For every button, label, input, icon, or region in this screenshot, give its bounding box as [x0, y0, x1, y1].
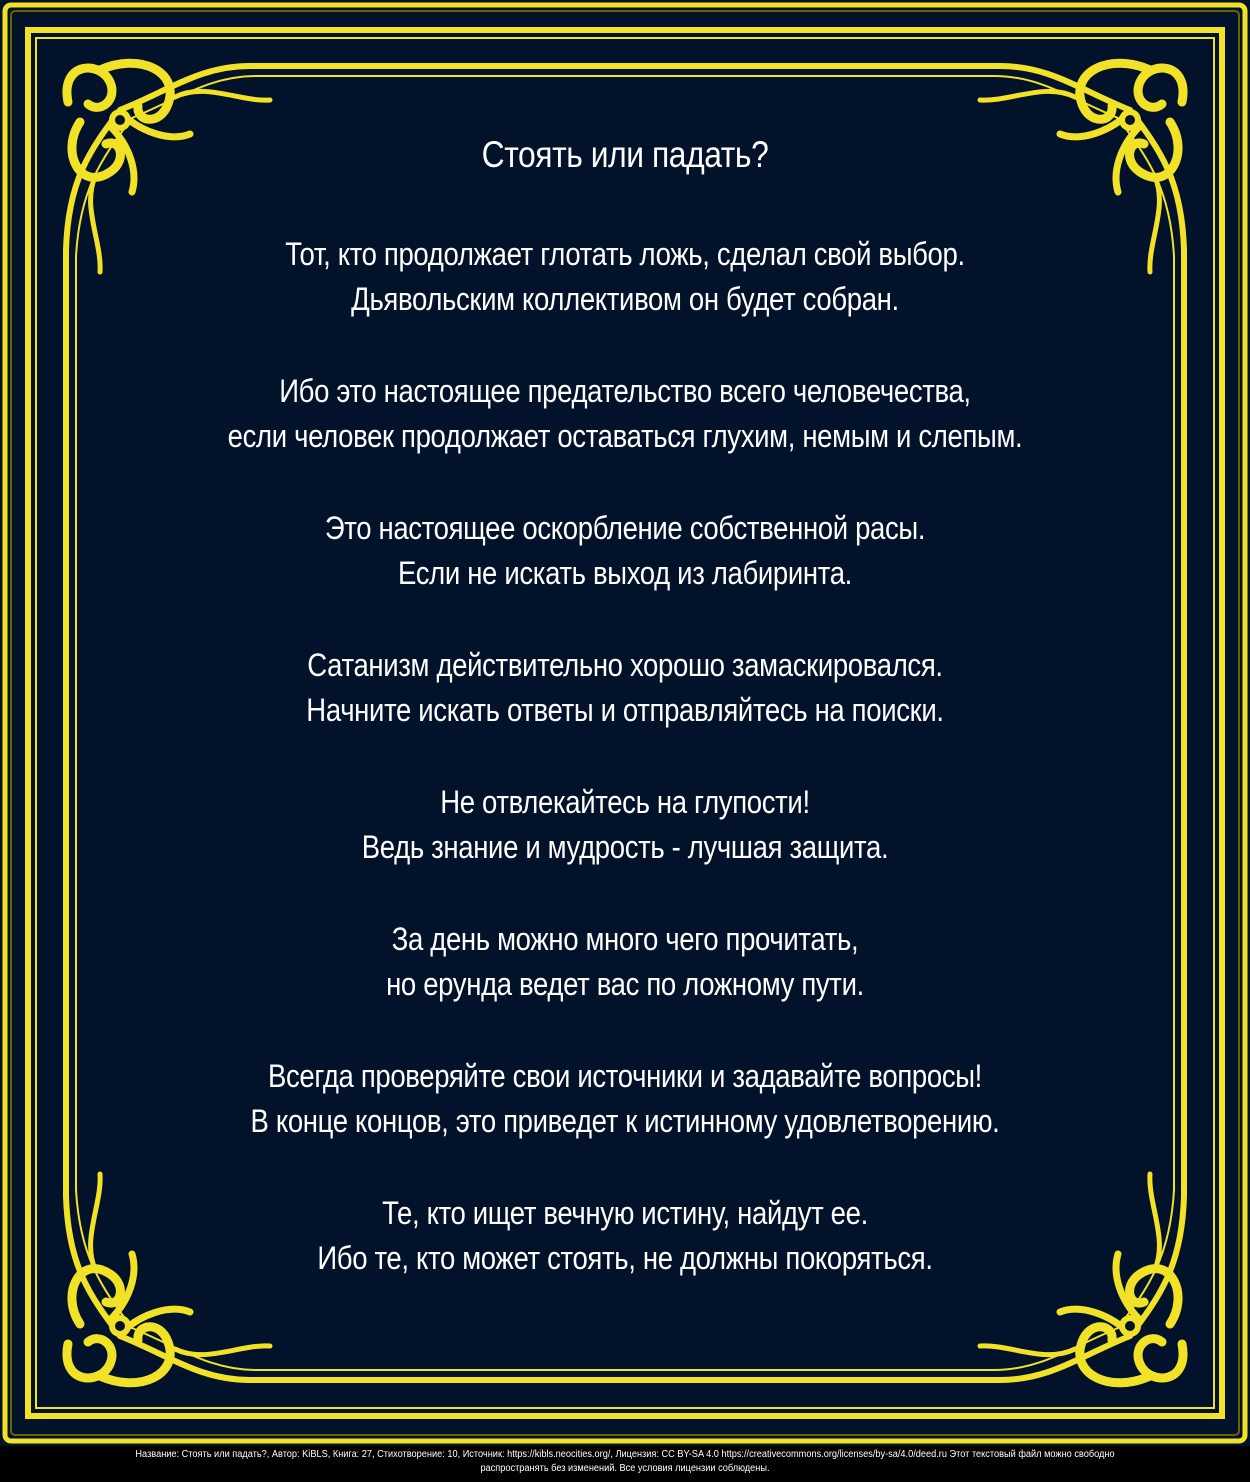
stanza-4 [150, 643, 1100, 733]
poem-line: Начните искать ответы и отправляйтесь на поиски. [306, 692, 944, 728]
poem-line: если человек продолжает оставаться глухим, немым и слепым. [227, 418, 1023, 454]
poem-title: Стоять или падать? [481, 134, 769, 175]
license-line-2: распространять без изменений. Все условия лицензии соблюдены. [480, 1463, 770, 1474]
poem-line: Тот, кто продолжает глотать ложь, сделал свой выбор. [285, 236, 965, 272]
poem-line: Ибо это настоящее предательство всего человечества, [279, 373, 971, 409]
poem-line: Всегда проверяйте свои источники и задавайте вопросы! [267, 1058, 982, 1094]
poem-line: но ерунда ведет вас по ложному пути. [386, 966, 864, 1002]
stanza-2 [150, 369, 1100, 459]
poem [150, 128, 1100, 1328]
poem-line: За день можно много чего прочитать, [391, 921, 859, 957]
stanza-1 [150, 232, 1100, 322]
poem-line: Те, кто ищет вечную истину, найдут ее. [382, 1195, 868, 1231]
stanza-6 [150, 917, 1100, 1007]
stanza-8 [150, 1191, 1100, 1281]
stanza-7 [150, 1054, 1100, 1144]
poem-line: Ибо те, кто может стоять, не должны покоряться. [317, 1240, 933, 1276]
poem-line: Это настоящее оскорбление собственной расы. [324, 510, 926, 546]
poem-line: Сатанизм действительно хорошо замаскировался. [307, 647, 943, 683]
poem-line: Ведь знание и мудрость - лучшая защита. [361, 829, 889, 865]
poem-line: Не отвлекайтесь на глупости! [440, 784, 810, 820]
poem-line: В конце концов, это приведет к истинному удовлетворению. [250, 1103, 1000, 1139]
license-line-1: Название: Стоять или падать?, Автор: KiBLS, Книга: 27, Стихотворение: 10, Источник: https://kibls.neocities.org/, Лицензия: CC BY-SA 4.0 https://creativecommons.org/licenses/by-sa/4.0/deed.ru Этот текстовый файл можно свободно [135, 1449, 1115, 1460]
license-footer [0, 1448, 1250, 1482]
poem-line: Если не искать выход из лабиринта. [398, 555, 852, 591]
poem-line: Дьявольским коллективом он будет собран. [351, 281, 899, 317]
stanza-3 [150, 506, 1100, 596]
stanza-5 [150, 780, 1100, 870]
